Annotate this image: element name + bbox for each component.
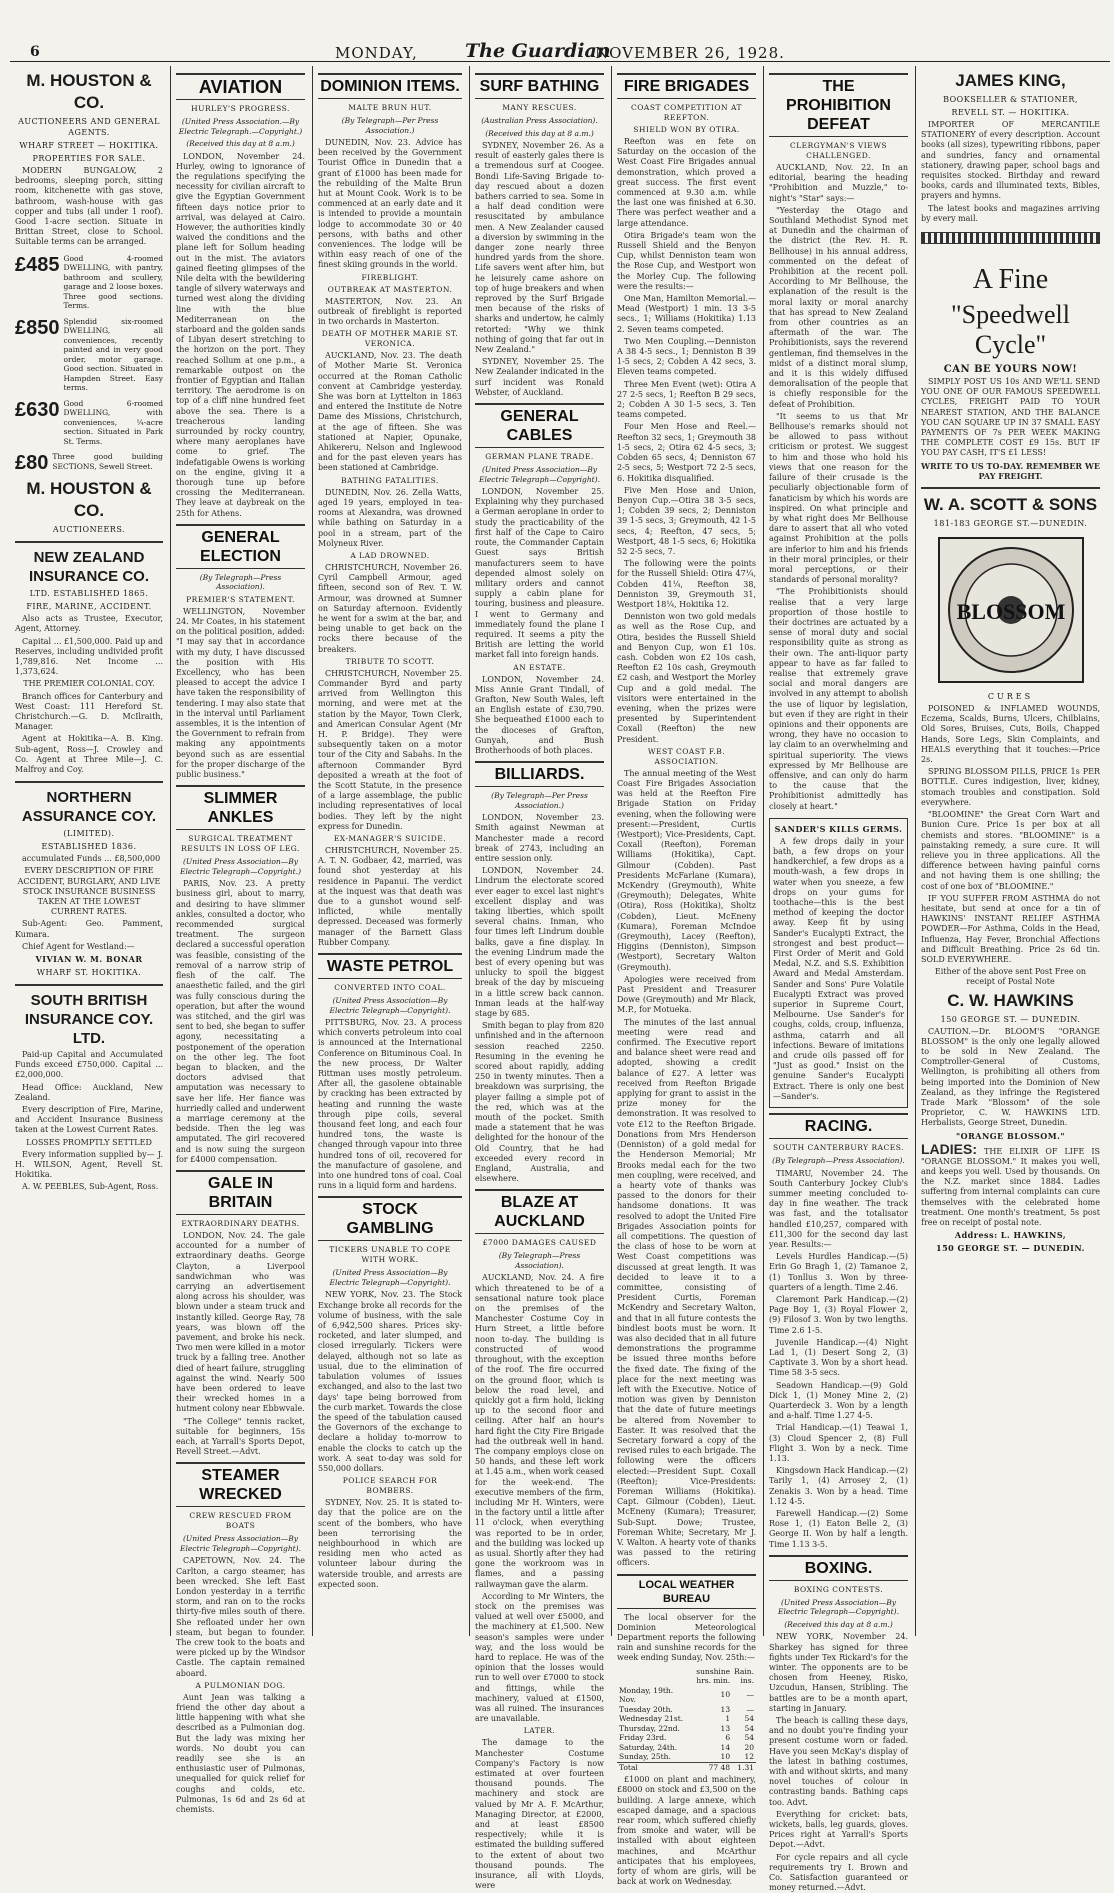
headline-blaze-auckland: BLAZE AT AUCKLAND: [475, 1189, 604, 1234]
article-text: SYDNEY, November 26. As a result of easterly gales there is a tremendous surf at Coogee. Bondi Life-Saving Brigade to-day rescued about a dozen bathers carried to sea. Some in a half dead condition were resuscitated by ambulance men. A New Zealander caused a diversion by swimming in the danger zone nearly three hundred yards from the shore. Life savers went after him, but he leisurely came ashore on top of huge breakers and when reproved by the Surf Brigade men because of the risks of sharks and undertow, he calmly retorted: "Why we think nothing of going that far out in New Zealand.": [475, 141, 604, 355]
weather-cell: Total: [617, 1762, 694, 1772]
ad-na-chief: Chief Agent for Westland:—: [22, 941, 135, 951]
ad-houston-title-2: M. HOUSTON & CO.: [26, 479, 152, 521]
credit-line: (United Press Association—By Electric Telegraph—Copyright).: [329, 1268, 451, 1287]
column-2: [170, 66, 310, 1815]
article-text: NEW YORK, Nov. 23. The Stock Exchange broke all records for the volume of business, with the sale of 6,942,500 shares. Prices sky-rocketed, and later slumped, and closed irregularly. Tickers were delayed, although not so late as usual, due to the elimination of tabulation volumes of issues exchanged, and also to the last two days' tape being borrowed from the curb market. Towards the close the speed of the tabulation caused the Governors of the exchange to declare a holiday to-morrow to enable the clocks to catch up the work. A seat to-day was sold for 550,000 dollars.: [318, 1290, 462, 1473]
subhead: PREMIER'S STATEMENT.: [186, 594, 295, 604]
ad-asthma: IF YOU SUFFER FROM ASTHMA do not hesitate, but send at once for a tin of HAWKINS' INSTANT RELIEF ASTHMA POWDER—For Asthma, Colds in the Head, Influenza, Hay Fever, Bronchial Affections and Difficult Breathing. Price 2s 6d tin. SOLD EVERYWHERE.: [921, 893, 1100, 964]
ad-nzi-text: Also acts as Trustee, Executor, Agent, Attorney.: [15, 614, 163, 634]
article-text: Farewell Handicap.—(2) Some Rose 1, (1) Eaton Belle 2, (3) George II. Won by half a length. Time 1.13 3-5.: [769, 1509, 908, 1549]
price-value: £80: [15, 452, 49, 475]
column-7: [915, 66, 1105, 1636]
article-text: LONDON, Nov. 24. The gale accounted for a number of extraordinary deaths. George Clayton, a Liverpool sandwichman who was carrying an advertisement along across his shoulder, was blown under a steam truck and instantly killed. George Ray, 78 years, was blown off the pavement, and broke his neck. Two men were killed in a motor truck by a falling tree. Another died of heart failure, struggling against the wind. Nearly 500 have been ordered to leave their wrecked homes in a hutment colony near Ebbwvale.: [176, 1230, 305, 1414]
subhead: OUTBREAK AT MASTERTON.: [327, 284, 453, 294]
credit-line: (United Press Association—By Electric Telegraph—Copyright).: [329, 996, 451, 1015]
article-text: SYDNEY, Nov. 25. It is stated to-day that the police are on the scent of the bombers, who have been terrorising the neighbourhood in which are residing men who acted as volunteer labour during the waterside trouble, and arrests are expected soon.: [318, 1498, 462, 1589]
weather-row: [617, 1743, 756, 1753]
headline-aviation: AVIATION: [176, 73, 305, 100]
article-text: CHRISTCHURCH, November 25. A. T. N. Godbaer, 42, married, was found shot yesterday at his residence in Papanui. The verdict at the inquest was that death was due to a gunshot wound self-inflicted, while mentally depressed. Deceased was formerly manager of the Barnett Glass Rubber Company.: [318, 845, 462, 947]
weather-cell: 54: [744, 1714, 754, 1724]
subhead: AN ESTATE.: [513, 662, 566, 672]
weather-header-cell: Rain.: [734, 1666, 754, 1676]
headline-steamer-wrecked: STEAMER WRECKED: [176, 1462, 305, 1507]
ad-speedwell-write: WRITE TO US TO-DAY. REMEMBER WE PAY FREIGHT.: [921, 460, 1100, 481]
subhead: CONVERTED INTO COAL.: [334, 983, 446, 993]
weather-total-row: [617, 1762, 756, 1772]
article-text: The annual meeting of the West Coast Fire Brigades Association was held at the Reefton Fire Brigade Station on Friday evening, when the following were present:—President, Curtis (Westport); Vice-Presidents, Capt. Coxall (Reefton), Foreman Williams (Hokitika), Capt. Gilmour (Cobden). Past Presidents McFarlane (Kumara), McKendry (Greymouth), White (Greymouth); Delegates, White (Otira), Ross (Hokitika), Sholtz (Cobden), Lieut. McEneny (Kumara), Foreman McIndoe (Greymouth), Lacey (Reefton), Higgins (Denniston), Simpson (Westport), Secretary Walton (Greymouth).: [617, 768, 756, 972]
headline-weather-bureau: LOCAL WEATHER BUREAU: [617, 1574, 756, 1609]
article-text: Denniston won two gold medals as well as the Rose Cup, and Otira, besides the Russell Shield and Benyon Cup, won £1 10s. cash. Cobden won £2 10s cash, Reefton £2 10s cash, Greymouth £2 cash, and Westport the Morley Cup and a gold medal. The visitors were entertained in the evening, when the prizes were presented by Superintendent Coxall (Reefton) the new President.: [617, 612, 756, 744]
weather-row: [617, 1686, 756, 1705]
ad-speedwell-offer: SIMPLY POST US 10s AND WE'LL SEND YOU ONE OF OUR FAMOUS SPEEDWELL CYCLES, FREIGHT PAID TO YOUR NEAREST STATION, AND THE BALANCE YOU CAN SQUARE UP IN 37 SMALL EASY PAYMENTS OF 7s PER WEEK MAKING THE COMPLETE COST £9 15s. BUT IF YOU PAY CASH, IT'S £1 LESS!: [921, 377, 1100, 458]
headline-dominion-items: DOMINION ITEMS.: [318, 73, 462, 99]
headline-waste-petrol: WASTE PETROL: [318, 953, 462, 979]
weather-cell: 13: [720, 1704, 731, 1714]
subhead: A LAD DROWNED.: [350, 550, 430, 560]
article-text: SYDNEY, November 25. The New Zealander indicated in the surf incident was Ronald Webster, of Auckland.: [475, 357, 604, 397]
article-text: CHRISTCHURCH, November 25. Commander Byrd and party arrived from Wellington this morning, and were met at the station by the Mayor, Town Clerk, and American Consular Agent (Mr H. P. Bridge). They were subsequently taken on a motor tour of the City and Sabahs. In the afternoon Commander Byrd deposited a wreath at the foot of the Scott Statute, in the presence of a large assemblage, the public including representatives of local bodies. They left by the night express for Dunedin.: [318, 668, 462, 831]
article-text: TIMARU, November 24. The South Canterbury Jockey Club's summer meeting concluded to-day in fine weather. The track was fast, and the totalisator handled £10,257, compared with £11,300 for the second day last year. Results:—: [769, 1168, 908, 1249]
subhead: BOXING CONTESTS.: [793, 1584, 884, 1594]
subhead: FIREBLIGHT.: [361, 272, 419, 282]
price-value: £630: [15, 398, 60, 421]
price-text: Splendid six-roomed DWELLING, all conveniences, recently painted and in very good order, motor garage. Good section. Situated in Hampden Street. Easy terms.: [63, 316, 163, 393]
credit-line: (United Press Association—By Electric Telegraph—Copyright).: [478, 465, 600, 484]
article-text: LONDON, November 25. Explaining why they purchased a German aeroplane in order to study the practicability of the first half of the Cape to Cairo route, the Commander Captain Guest says British manufacturers seem to have depended almost solely on military orders and cannot supply a cabin plane for touring, business and pleasure. I went to Germany and immediately found the plane I required. It seems a pity the British are letting the world market fall into foreign hands.: [475, 487, 604, 660]
credit-line: (Australian Press Association).: [481, 116, 598, 125]
headline-prohibition-defeat: THE PROHIBITION DEFEAT: [769, 73, 908, 137]
credit-line: (By Telegraph—Press Association).: [199, 572, 282, 592]
ad-blossom-pills: SPRING BLOSSOM PILLS, PRICE 1s PER BOTTLE. Cures indigestion, liver, kidney, stomach troubles and constipation. Sold everywhere.: [921, 767, 1100, 807]
subhead: CLERGYMAN'S VIEWS CHALLENGED.: [789, 141, 888, 160]
article-text: £1000 on plant and machinery, £8000 on stock and £3,500 on the building. A large annexe, which escaped damage, and a spacious rear room, which suffered chiefly from smoke and water, will be installed with about eighteen machines, and McArthur anticipates that his employees, forty of whom are girls, will be back at work on Wednesday.: [617, 1775, 756, 1887]
ad-sbi-title: SOUTH BRITISH INSURANCE COY. LTD.: [24, 992, 154, 1047]
article-text: One Man, Hamilton Memorial.—Mead (Westport) 1 min. 13 3-5 secs., 1; Williams (Hokitika) 1.13 2. Seven teams competed.: [617, 294, 756, 334]
ad-sbi-losses: LOSSES PROMPTLY SETTLED: [26, 1137, 152, 1147]
blossom-emblem-label: BLOSSOM: [956, 599, 1065, 625]
ad-na-funds: accumulated Funds ... £8,500,000: [22, 854, 161, 864]
weather-cell: 10: [720, 1752, 731, 1762]
subhead: A PULMONIAN DOG.: [195, 1680, 286, 1690]
article-text: CAPETOWN, Nov. 24. The Carlton, a cargo steamer, has been wrecked. She left East London yesterday in a terrific storm, and ran on to the rocks thirty-five miles south of there. She refloated under her own steam, but began to founder. The crew took to the boats and were picked up by the Windsor Castle. The captain remained aboard.: [176, 1556, 305, 1678]
column-4: [469, 66, 609, 1891]
ad-houston-sub: AUCTIONEERS AND GENERAL AGENTS.: [18, 117, 160, 137]
article-text: The local observer for the Dominion Meteorological Department reports the following rain and sunshine records for the week ending Sunday, Nov. 25th:—: [617, 1612, 756, 1663]
credit-line: (By Telegraph—Press Association).: [772, 1156, 905, 1166]
weather-cell: 13: [720, 1723, 731, 1733]
subhead: EXTRAORDINARY DEATHS.: [181, 1218, 300, 1228]
subhead: WEST COAST F.B. ASSOCIATION.: [647, 746, 726, 766]
ad-na-agent: VIVIAN W. M. BONAR: [35, 954, 143, 964]
subhead: £7000 DAMAGES CAUSED: [482, 1238, 597, 1248]
subhead: MANY RESCUES.: [502, 103, 577, 112]
ad-james-king-address: REVELL ST. — HOKITIKA.: [951, 108, 1070, 117]
advert-text: The beach is calling these days, and no doubt you're finding your present costume worn or faded. Have you seen McKay's display of the latest in bathing costumes, with and without skirts, and many novel touches of colour in contrasting bands. Bathing caps too. Advt.: [769, 1716, 908, 1807]
credit-line: (United Press Association—By Electric Telegraph—Copyright).: [777, 1597, 899, 1617]
weather-cell: Monday, 19th. Nov.: [619, 1685, 674, 1705]
weather-header-cell: hrs. min.: [696, 1676, 731, 1686]
weather-row: [617, 1752, 756, 1762]
ad-james-king-text: IMPORTER OF MERCANTILE STATIONERY of every description. Account books (all sizes), typewriting ribbons, paper and sundries, fancy and ornamental stationery, drawing paper, school bags and requisites stocked. Birthday and reward books, cards and illuminated texts, Bibles, prayers and hymns.: [921, 120, 1100, 201]
ad-ladies-body: THE ELIXIR OF LIFE IS "ORANGE BLOSSOM." It makes you well, and keeps you well. Used by thousands. On the N.Z. market since 1884. Ladies suffering from internal complaints can cure themselves with the celebrated home treatment. One month's treatment, 5s post free on receipt of postal note.: [921, 1146, 1100, 1227]
article-text: Three Men Event (wet): Otira A 27 2-5 secs, 1; Reefton B 29 secs, 2; Cobden A 30 1-5 secs, 3. Ten teams competed.: [617, 379, 756, 420]
weather-row: [617, 1733, 756, 1743]
article-text: According to Mr Winters, the stock on the premises was valued at well over £5000, and the machinery at £1,500. New season's samples were under way, and the loss would be hard to replace. He was of the opinion that the losses would run to well over £7000 to stock and fittings, while the machinery, valued at £1500, was all ruined. The insurances are unavailable.: [475, 1591, 604, 1724]
subhead: COAST COMPETITION AT REEFTON.: [631, 103, 742, 122]
weather-cell: 1: [725, 1714, 731, 1724]
price-listing: [15, 452, 163, 474]
article-text: Two Men Coupling.—Denniston A 38 4-5 secs., 1; Denniston B 39 1-5 secs, 2; Cobden A 42 secs, 3. Eleven teams competed.: [617, 336, 756, 377]
ad-nz-insurance: [15, 541, 163, 775]
credit-line: (United Press Association—By Electric Telegraph—Copyright).: [179, 1534, 301, 1553]
ad-orange-blossom-address-2: 150 GEORGE ST. — DUNEDIN.: [936, 1243, 1085, 1254]
ad-na-subagent: Sub-Agent: Geo. Pamment, Kumara.: [15, 919, 163, 939]
subhead: BATHING FATALITIES.: [341, 475, 439, 485]
price-value: £485: [15, 253, 60, 276]
price-text: Good 6-roomed DWELLING, with conveniences, ¼-acre section. Situated in Park St. Terms.: [63, 398, 163, 446]
ad-james-king-sub: BOOKSELLER & STATIONER,: [943, 95, 1078, 104]
weather-row: [617, 1724, 756, 1734]
subhead: SHIELD WON BY OTIRA.: [633, 125, 740, 134]
credit-line: (By Telegraph—Press Association).: [498, 1251, 581, 1270]
subhead: TICKERS UNABLE TO COPE WITH WORK.: [329, 1245, 451, 1265]
received-line: (Received this day at 8 a.m.): [485, 128, 594, 138]
ad-orange-blossom-title: "ORANGE BLOSSOM.": [955, 1130, 1066, 1141]
headline-surf-bathing: SURF BATHING: [475, 73, 604, 99]
ad-nzi-agents: Agent at Hokitika—A. B. King. Sub-agent, Ross—J. Crowley and Co. Agent at Three Mile—J. C. Malfroy and Coy.: [15, 734, 163, 774]
article-text: Apologies were received from Past President and Treasurer Dowe (Greymouth) and Mr Black, M.P., for Motueka.: [617, 974, 756, 1015]
ad-na-sub: (LIMITED).: [63, 829, 115, 839]
article-text: LONDON, November 24. Lindrum the electorate scored ever eager to excel last night's excellent display and was taking liberties, which spoilt several chains. Inman, who four times left Lindrum double balks, gave a fine display. In the evening Lindrum made the best of every opening but was unlucky to spoil the biggest break of the day by miscueing in a little screw back cannon. Inman leads at the half-way stage by 685.: [475, 866, 604, 1019]
article-text: Claremont Park Handicap.—(2) Page Boy 1, (3) Royal Flower 2, (9) Filosof 3. Won by two lengths. Time 2.6 1-5.: [769, 1295, 908, 1335]
price-listing: [15, 317, 163, 393]
ad-sbi-office: Head Office: Auckland, New Zealand.: [15, 1082, 163, 1102]
article-text: PARIS, Nov. 23. A pretty business girl, about to marry, and desiring to have slimmer ankles, consulted a doctor, who recommended surgical treatment. The surgeon declared a successful operation was feasible, consisting of the removal of a narrow strip of flesh of the calf. The anaesthetic failed, and the girl was fully conscious during the operation, but after the wound was stitched, and the girl was sent to bed, she began to suffer agony, necessitating a postponement of the operation on the other leg. The foot began to blacken, and the doctors advised that amputation was necessary to save her life. Her fiance was hurriedly called and underwent a marriage ceremony at the bedside. Then the leg was amputated. The girl recovered and is now suing the surgeon for £4000 compensation.: [176, 879, 305, 1164]
weather-cell: —: [746, 1690, 754, 1700]
headline-gale-britain: GALE IN BRITAIN: [176, 1170, 305, 1215]
ad-sanders-title: SANDER'S KILLS GERMS.: [774, 823, 903, 834]
column-3: [312, 66, 467, 1636]
weather-header-cell: sunshine: [696, 1666, 731, 1676]
article-text: The damage to the Manchester Costume Company's Factory is now estimated at over fourteen thousand pounds. The machinery and stock are valued by Mr A. F. McArthur, Managing Director, at £2000, and at least £8500 respectively; while it is estimated the building suffered to the extent of about two thousand pounds. The insurance, all with Lloyds, were: [475, 1738, 604, 1891]
article-text: Smith began to play from 820 unfinished and in the afternoon session reached 2250. Resuming in the evening he scored about rapidly, adding 250 in twenty minutes. Then a breakdown was surprising, the player failing a simple pot of the red, which was at the mouth of the pocket. Smith made a statement that he was delighted for the honour of the Old Country, that he had exceeded every record in England, Australia, and elsewhere.: [475, 1021, 604, 1184]
advert-text: Everything for cricket: bats, wickets, balls, leg guards, gloves. Prices right at Yarrall's Sports Depot.—Advt.: [769, 1809, 908, 1850]
article-text: WELLINGTON, November 24. Mr Coates, in his statement on the political position, added: "I may say that in accordance with my duty, I have discussed the position with His Excellency, who has been pleased to accept the advice I have taken the responsibility of tendering. I may also state that in the interval until Parliament assembles, it is the intention of the Government to refrain from making any appointments beyond such as are essential for the proper discharge of the public business.": [176, 606, 305, 780]
ad-blossom-wounds: POISONED & INFLAMED WOUNDS, Eczema, Scalds, Burns, Ulcers, Chilblains, Old Sores, Bruises, Cuts, Boils, Chapped Hands, Sore Legs, Skin Complaints, and HEALS everything that it touches:—Price 2s.: [921, 704, 1100, 765]
ad-na-title: NORTHERN ASSURANCE COY.: [21, 789, 157, 826]
headline-racing: RACING.: [769, 1113, 908, 1139]
blossom-emblem-icon: [936, 535, 1086, 685]
ad-houston-heading: PROPERTIES FOR SALE.: [32, 154, 146, 163]
masthead-date: NOVEMBER 26, 1928.: [595, 44, 785, 62]
masthead: [10, 40, 1110, 62]
article-text: The minutes of the last annual meeting were read and confirmed. The Executive report and balance sheet were read and adopted, showing a credit balance of £27. A letter was received from Reefton Brigade applying for grant to assist in the prize money for the demonstration. It was resolved to vote £12 to the Reefton Brigade. Donations from Mrs Henderson (Denniston) of a gold medal for the Henderson Memorial; Mr Brooks medal each for the two men coupling, were received, and a hearty vote of thanks was passed to the donors for their handsome donations. It was resolved to adopt the United Fire Brigades Association points for all competitions. The question of the class of hose to be worn at West Coast competitions was discussed at great length. It was decided to leave it to a committee, consisting of President Curtis, Foreman McKendry and Secretary Walton, and that in all future contests the bindlest boots must be worn. It was also decided that in all future demonstrations the programme be issued three months before the fixed date. The fixing of the place for the next meeting was left with the Executive. Notice of motion was given by Denniston that the date of future meetings be altered from November to Easter. It was resolved that the Secretary forward a copy of the revised rules to each brigade. The following were the officers elected:—President Supt. Coxall (Reefton); Vice-Presidents: Foreman Williams (Hokitika). Capt. Gilmour (Cobden), Lieut. McEneny (Kumara); Treasurer, Sub-Supt. Dowe; Trustee, Foreman White; Secretary, Mr J. V. Walton. A hearty vote of thanks was passed to the retiring officers.: [617, 1017, 756, 1568]
masthead-day: MONDAY,: [335, 44, 418, 62]
subhead: CREW RESCUED FROM BOATS: [189, 1511, 292, 1531]
price-listing: [15, 399, 163, 447]
ad-scott-sons: [921, 487, 1100, 529]
headline-general-election: GENERAL ELECTION: [176, 524, 305, 569]
weather-row: [617, 1705, 756, 1715]
headline-fire-brigades: FIRE BRIGADES: [617, 73, 756, 99]
subhead: SOUTH CANTERBURY RACES.: [773, 1143, 904, 1153]
price-value: £850: [15, 316, 60, 339]
ad-na-address: WHARF ST. HOKITIKA.: [36, 968, 142, 977]
ad-orange-blossom-address: Address: L. HAWKINS,: [954, 1230, 1067, 1241]
weather-header: [617, 1667, 756, 1677]
headline-slimmer-ankles: SLIMMER ANKLES: [176, 785, 305, 830]
article-text: "The Prohibitionists should realise that a very large proportion of those hostile to their doctrines are actuated by a sense of moral duty and social responsibility quite as strong as their own. The anti-liquor party appear to have as far failed to realise that extremely grave social and moral dangers are involved in any attempt to abolish the use of liquor by legislation, but even if they are right in their opinions and their opponents are wrong, they have no occasion to lay claim to an overwhelming and spiritual superiority. The views expressed by Mr Bellhouse are offensive, and can only do harm to the cause that the Prohibitionist admittedly has closely at heart.": [769, 587, 908, 811]
ad-south-british: [15, 984, 163, 1193]
price-listing: [15, 254, 163, 311]
article-text: The following were the points for the Russell Shield: Otira 47¼, Cobden 41¼, Reefton 38, Denniston 39, Greymouth 31, Westport 18¼, Hokitika 12.: [617, 559, 756, 609]
weather-cell: 10: [720, 1690, 731, 1700]
price-text: Good 4-roomed DWELLING, with pantry, bathroom and scullery, garage and 2 loose boxes. Three good sections. Terms.: [63, 253, 163, 311]
ad-post-free: Either of the above sent Post Free on receipt of Postal Note: [934, 967, 1087, 987]
ad-hawkins-title: C. W. HAWKINS: [947, 990, 1074, 1010]
subhead: DEATH OF MOTHER MARIE ST. VERONICA.: [321, 329, 459, 349]
headline-stock-gambling: STOCK GAMBLING: [318, 1196, 462, 1241]
article-text: LONDON, November 23. Smith against Newman at Manchester made a record break of 2743, including an entire session only.: [475, 813, 604, 863]
article-text: Four Men Hose and Reel.—Reefton 32 secs, 1; Greymouth 38 1-5 secs, 2; Otira 62 4-5 secs, 3; Cobden 65 secs, 4; Denniston 67 2-5 secs, 5; Westport 72 2-5 secs, 6. Hokitika disqualified.: [617, 422, 756, 483]
decorative-rule: [921, 232, 1100, 244]
ad-hawkins-address: 150 GEORGE ST. — DUNEDIN.: [940, 1014, 1081, 1024]
ad-james-king-title: JAMES KING,: [955, 71, 1066, 90]
weather-row: [617, 1714, 756, 1724]
article-text: Juvenile Handicap.—(4) Night Lad 1, (1) Desert Song 2, (3) Captivate 3. Won by a short head. Time 58 3-5 secs.: [769, 1337, 908, 1378]
headline-billiards: BILLIARDS.: [475, 761, 604, 787]
ad-orange-blossom-text: [921, 1140, 1100, 1229]
weather-cell: 6: [725, 1733, 731, 1743]
weather-cell: 20: [744, 1742, 754, 1752]
weather-header: [617, 1676, 756, 1686]
article-text: Seadown Handicap.—(9) Gold Dick 1, (1) Money Mine 2, (2) Quarterdeck 3. Won by a length and a-half. Time 1.27 4-5.: [769, 1380, 908, 1421]
weather-cell: Sunday, 25th.: [619, 1752, 671, 1762]
advert-text: For cycle repairs and all cycle requirements try I. Brown and Co. Satisfaction guaranteed or money returned.—Advt.: [769, 1852, 908, 1893]
ad-sanders: [769, 818, 908, 1108]
article-text: Levels Hurdles Handicap.—(5) Erin Go Bragh 1, (2) Tamanoe 2, (1) Tonllus 3. Won by three-quarters of a length. Time 2.46.: [769, 1252, 908, 1292]
page-number: 6: [30, 44, 40, 60]
article-text: Aunt Jean was talking a friend the other day about a little happening with what she described as a Pulmonian dog. But the lady was mixing her words. No doubt you can readily see she is an enthusiastic user of Pulmonas, unequalled for quick relief for coughs and colds, etc. Pulmonas, 1s 6d and 2s 6d at chemists.: [176, 1692, 305, 1815]
weather-cell: Wednesday 21st.: [619, 1714, 684, 1724]
credit-line: (United Press Association—By Electric Telegraph—Copyright.): [179, 857, 301, 876]
weather-cell: 54: [744, 1733, 754, 1743]
ad-sanders-text: A few drops daily in your bath, a few drops on your handkerchief, a few drops as a mouth-wash, a few drops in water when you sneeze, a few drops on your gums for toothache—this is the best method of keeping the doctor away. Keep fit by using Sander's Eucalypti Extract, the strongest and best product—First Order of Merit and Gold Medal, N.Z. and S.S. Exhibition Award and Medal Amsterdam. Sander and Sons' Pure Volatile Eucalypti Extract was proved superior in Supreme Court, Melbourne. Use Sander's for coughs, colds, croup, influenza, asthma, catarrh and all infections. Beware of imitations and crude oils passed off for "Just as good." Insist on the genuine Sander's Eucalypti Extract. There is only one best—Sander's.: [773, 836, 904, 1101]
article-text: MASTERTON, Nov. 23. An outbreak of fireblight is reported in two orchards in Masterton.: [318, 296, 462, 327]
weather-rows: [617, 1686, 756, 1773]
article-text: "Yesterday the Otago and Southland Methodist Synod met at Dunedin and the chairman of the district (the Rev. H. R. Bellhouse) in his annual address, commented on the defeat of Prohibition at the recent poll. According to Mr Bellhouse, the explanation of the result is the moral laxity or moral anarchy that has spread to New Zealand from other countries as an aftermath of the war. The Prohibitionists, says the reverend gentleman, find themselves in the midst of a distinct moral slump, and it is this widely diffused demoralisation of the people that is chiefly responsible for the defeat of Prohibition.: [769, 205, 908, 409]
article-text: AUCKLAND, Nov. 22. In an editorial, bearing the heading "Prohibition and Muzzle," to-night's "Star" says:—: [769, 163, 908, 203]
article-text: DUNEDIN, Nov. 23. Advice has been received by the Government Tourist Office in Dunedin that a grant of £1000 has been made for the rebuilding of the Malte Brun hut at Mount Cook. Work is to be commenced at an early date and it is intended to provide a mountain lodge to accommodate 30 or 40 persons, with baths and other conveniences. The lodge will be within easy reach of one of the finest skiing grounds in the world.: [318, 138, 462, 270]
article-text: AUCKLAND, Nov. 24. A fire which threatened to be of a sensational nature took place on the premises of the Manchester Costume Coy in Hurn Street, a little before noon to-day. The building is constructed of wood throughout, with the exception of the roof. The fire occurred on the ground floor, which is below the road level, and quickly got a firm hold, licking up to the second floor and ceiling. After half an hour's hard fight the City Fire Brigade had the outbreak well in hand. The company employs close on 50 hands, and these left work at 1.45 a.m., when work ceased for the week-end. The executive members of the firm, including Mr H. Winters, were in the factory until a little after 11 o'clock, when everything was reported to be in order, and the building was locked up as usual. Shortly after they had gone the workroom was in flames, and a passing railwayman gave the alarm.: [475, 1273, 604, 1589]
ad-sbi-subagent: A. W. PEEBLES, Sub-Agent, Ross.: [22, 1182, 159, 1192]
credit-line: (By Telegraph—Per Press Association.): [491, 791, 588, 810]
masthead-paper-name: The Guardian: [465, 40, 611, 62]
subhead: EX-MANAGER'S SUICIDE.: [333, 833, 447, 843]
article-text: Reefton was en fete on Saturday on the occasion of the West Coast Fire Brigades annual demonstration, which proved a great success. The first event commenced at 9.30 a.m. while the last one was finished at 6.30. There was perfect weather and a large attendance.: [617, 137, 756, 228]
advert-text: "The College" tennis racket, suitable for beginners, 15s each, at Yarrall's Sports Depot, Revell Street.—Advt.: [176, 1416, 305, 1457]
weather-cell: Saturday, 24th.: [619, 1742, 678, 1752]
weather-cell: Thursday, 22nd.: [619, 1723, 680, 1733]
subhead: MALTE BRUN HUT.: [348, 103, 432, 112]
ad-sbi-agent: Every information supplied by— J. H. WILSON, Agent, Revell St. Hokitika.: [15, 1149, 163, 1180]
subhead: TRIBUTE TO SCOTT.: [345, 656, 435, 666]
ad-nzi-established: LTD. ESTABLISHED 1865.: [29, 589, 149, 599]
article-text: DUNEDIN, Nov. 26. Zella Watts, aged 19 years, employed in tea-rooms at Alexandra, was drowned while bathing on Saturday in a pool in a stream, part of the Molyneux River.: [318, 487, 462, 548]
ad-sbi-business: Every description of Fire, Marine, and Accident Insurance Business taken at the Lowest Current Rates.: [15, 1105, 163, 1135]
article-text: AUCKLAND, Nov. 23. The death of Mother Marie St. Veronica occurred at the Roman Catholic convent at Cambridge yesterday. She was born at Lyttelton in 1863 and entered the Institute de Notre Dame des Missions, Christchurch, at the age of fifteen. She was stationed at Napier, Opunake, Ahikereru, Nelson and Inglewood and for the past eleven years has been stationed at Cambridge.: [318, 351, 462, 473]
ad-scott-title: W. A. SCOTT & SONS: [923, 495, 1098, 515]
subhead: POLICE SEARCH FOR BOMBERS.: [342, 1476, 438, 1496]
subhead: HURLEY'S PROGRESS.: [191, 104, 290, 113]
column-1: [10, 66, 168, 1636]
headline-general-cables: GENERAL CABLES: [475, 403, 604, 448]
ad-speedwell-fine: A Fine: [972, 264, 1049, 296]
ad-speedwell-yours: CAN BE YOURS NOW!: [943, 364, 1078, 376]
ad-nzi-capital: Capital ... £1,500,000. Paid up and Reserves, including undivided profit 1,789,816. Net Income ... 1,373,624.: [15, 636, 163, 677]
price-text: Three good building SECTIONS, Sewell Street.: [52, 452, 163, 471]
credit-line: (By Telegraph—Per Press Association.): [341, 116, 439, 135]
weather-header-cell: [617, 1676, 694, 1686]
column-5: [611, 66, 761, 1887]
article-text: CHRISTCHURCH, November 26. Cyril Campbell Armour, aged fifteen, second son of Rev. T. W. Armour, was drowned at Sumner on Saturday afternoon. Evidently he went for a swim at the bar, and being unable to get back on the rocks there because of the breakers.: [318, 562, 462, 654]
article-text: Otira Brigade's team won the Russell Shield and the Benyon Cup, whilst Denniston team won the Rose Cup, and Westport won the Morley Cup. The following were the results:—: [617, 230, 756, 291]
ad-james-king-latest: The latest books and magazines arriving by every mail.: [921, 203, 1100, 223]
subhead: LATER.: [523, 1726, 556, 1736]
subhead: SURGICAL TREATMENT RESULTS IN LOSS OF LEG.: [181, 834, 300, 854]
ad-houston-title: M. HOUSTON & CO.: [26, 71, 152, 112]
ad-northern-assurance: [15, 781, 163, 978]
ad-nzi-lines: FIRE, MARINE, ACCIDENT.: [26, 602, 152, 612]
article-text: "It seems to us that Mr Bellhouse's remarks should not be allowed to pass without criticism or protest. We suggest to him and those who hold his views that one reason for the failure of their crusade is the peculiarly objectionable form of fanaticism by which his words are inspired. On what principle and by what right does Mr Bellhouse dare to assert that all who voted against Prohibition at the polls are inferior to him and his friends in their moral principles, or their moral perceptions, or their standards of personal morality?: [769, 411, 908, 585]
weather-cell: —: [746, 1704, 754, 1714]
weather-cell: 77 48: [694, 1762, 732, 1772]
weather-cell: Tuesday 20th.: [619, 1704, 673, 1714]
ad-na-established: ESTABLISHED 1836.: [41, 842, 137, 852]
weather-header-cell: [617, 1667, 694, 1677]
ad-houston-address: WHARF STREET — HOKITIKA.: [19, 141, 159, 150]
ad-houston-sub-2: AUCTIONEERS.: [52, 525, 126, 535]
weather-cell: 54: [744, 1723, 754, 1733]
ad-nzi-branches: Branch offices for Canterbury and West Coast: 111 Hereford St. Christchurch.—G. D. McIlraith, Manager.: [15, 691, 163, 732]
article-text: PITTSBURG, Nov. 23. A process which converts petroleum into coal is announced at the International Conference on Bituminous Coal. In the new process, Dr Walter Rittman uses mostly petroleum. After all, the gasolene obtainable by cracking has been extracted by heating and running the waste through pipe coils, several thousand feet long, and each four hundred tons, the waste is changed through vapour into three hundred tons of oil, recovered for the manufacture of gasolene, and into one hundred tons of coal. Coal runs in a liquid form and hardens.: [318, 1018, 462, 1191]
ad-houston-bungalow: MODERN BUNGALOW, 2 bedrooms, sleeping porch, sitting room, kitchenette with gas stove, bathroom, wash-house with gas copper and tubs (all under 1 roof). Good 1-acre section. Situate in Brittan Street, close to School. Suitable terms can be arranged.: [15, 166, 163, 247]
weather-cell: 1.31: [732, 1762, 756, 1772]
ad-speedwell: [921, 264, 1100, 481]
ad-bloomine: "BLOOMINE" the Great Corn Wart and Bunion Cure. Price 1s per box at all chemists and stores. "BLOOMINE" is a painstaking remedy, a sure cure. It will relieve you in three applications. All the difference between having painful corns and not having them is one shilling; the cost of one box of "BLOOMINE.": [921, 810, 1100, 891]
ad-hawkins-caution: CAUTION.—Dr. BLOOM'S "ORANGE BLOSSOM" is the only one legally allowed to be sold in New Zealand. The Comptroller-General of Customs, Wellington, is prohibiting all others from being imported into the Dominion of New Zealand, as they infringe the Registered Trade Mark "Blossom" of the sole Proprietor, C. W. HAWKINS LTD. Herbalists, George Street, Dunedin.: [921, 1026, 1100, 1128]
weather-cell: Friday 23rd.: [619, 1733, 667, 1743]
weather-table: [617, 1667, 756, 1773]
ad-nzi-title: NEW ZEALAND INSURANCE CO.: [28, 549, 149, 586]
credit-line: (United Press Association.—By Electric Telegraph.—Copyright.): [178, 117, 303, 136]
article-text: NEW YORK, November 24. Sharkey has signed for three fights under Tex Rickard's for the winter. The opponents are to be chosen from Heeney, Risko, Uzcudun, Hansen, Stribling. The battles are to be a month apart, starting in January.: [769, 1632, 908, 1713]
article-text: Trial Handicap.—(1) Teawai 1, (3) Cloud Spencer 2, (8) Full Flight 3. Won by a neck. Time 1.13.: [769, 1423, 908, 1464]
column-6: [763, 66, 913, 1893]
article-text: LONDON, November 24. Hurley, owing to ignorance of the regulations specifying the necessity for civilian aircraft to give the Egyptian Government fifteen days notice prior to arrival, was delayed at Cairo. However, the authorities kindly waived the conditions and the plane left for Sollum heading out in the mist. The aviators gained fleeting glimpses of the Nile delta with the bewildering tangle of silvery waterways and turned west along the dividing line with the blue Mediterranean on the starboard and the golden sands of Libyan desert stretching to the horizon on the port. They reached Sollum at one p.m., a remarkable outpost on the frontier of Egyptian and Italian territory. The aerodrome is on top of a cliff nine hundred feet above the sea. There is a treacherous landing surrounded by rocky country, where many aeroplanes have come to grief. The indefatigable Owens is working on the engine, giving it a thorough tune up before crossing the Mediterranean. They leave at daybreak on the 25th for Athens.: [176, 151, 305, 518]
ad-ladies-lead: LADIES:: [921, 1140, 977, 1157]
ad-nzi-premier: THE PREMIER COLONIAL COY.: [23, 679, 155, 689]
subhead: GERMAN PLANE TRADE.: [485, 452, 594, 462]
weather-cell: 14: [720, 1742, 731, 1752]
ad-na-business: EVERY DESCRIPTION OF FIRE ACCIDENT, BURGLARY, AND LIVE STOCK INSURANCE BUSINESS TAKEN AT THE LOWEST CURRENT RATES.: [17, 866, 161, 917]
weather-header-cell: ins.: [740, 1676, 754, 1686]
ad-speedwell-name: "Speedwell Cycle": [951, 300, 1070, 360]
received-line: (Received this day at 8 a.m.): [186, 139, 295, 148]
ad-blossom-cures: CURES: [987, 692, 1034, 702]
article-text: LONDON, November 24. Miss Annie Grant Tindall, of Grafton, New South Wales, left an English estate of £30,790. She bequeathed £1000 each to the dioceses of Grafton, Gunyah, and Bush Brotherhoods of both places.: [475, 674, 604, 755]
received-line: (Received this day at 8 a.m.): [784, 1619, 893, 1629]
ad-scott-address: 181-183 GEORGE ST.—DUNEDIN.: [933, 519, 1088, 529]
article-text: Kingsdown Hack Handicap.—(2) Tarily 1, (4) Arrosey 2, (1) Zenakis 3. Won by a head. Time 1.12 4-5.: [769, 1466, 908, 1506]
headline-boxing: BOXING.: [769, 1555, 908, 1581]
article-text: Five Men Hose and Union, Benyon Cup.—Otira 38 3-5 secs, 1; Cobden 39 secs, 2; Denniston 39 1-5 secs, 3; Greymouth, 42 1-5 secs, 4; Reefton, 47 secs, 5; Westport, 48 1-5 secs, 6; Hokitika 52 2-5 secs, 7.: [617, 485, 756, 556]
ad-sbi-capital: Paid-up Capital and Accumulated Funds exceed £750,000. Capital ... £2,000,000.: [15, 1050, 163, 1080]
weather-cell: 12: [744, 1752, 754, 1762]
